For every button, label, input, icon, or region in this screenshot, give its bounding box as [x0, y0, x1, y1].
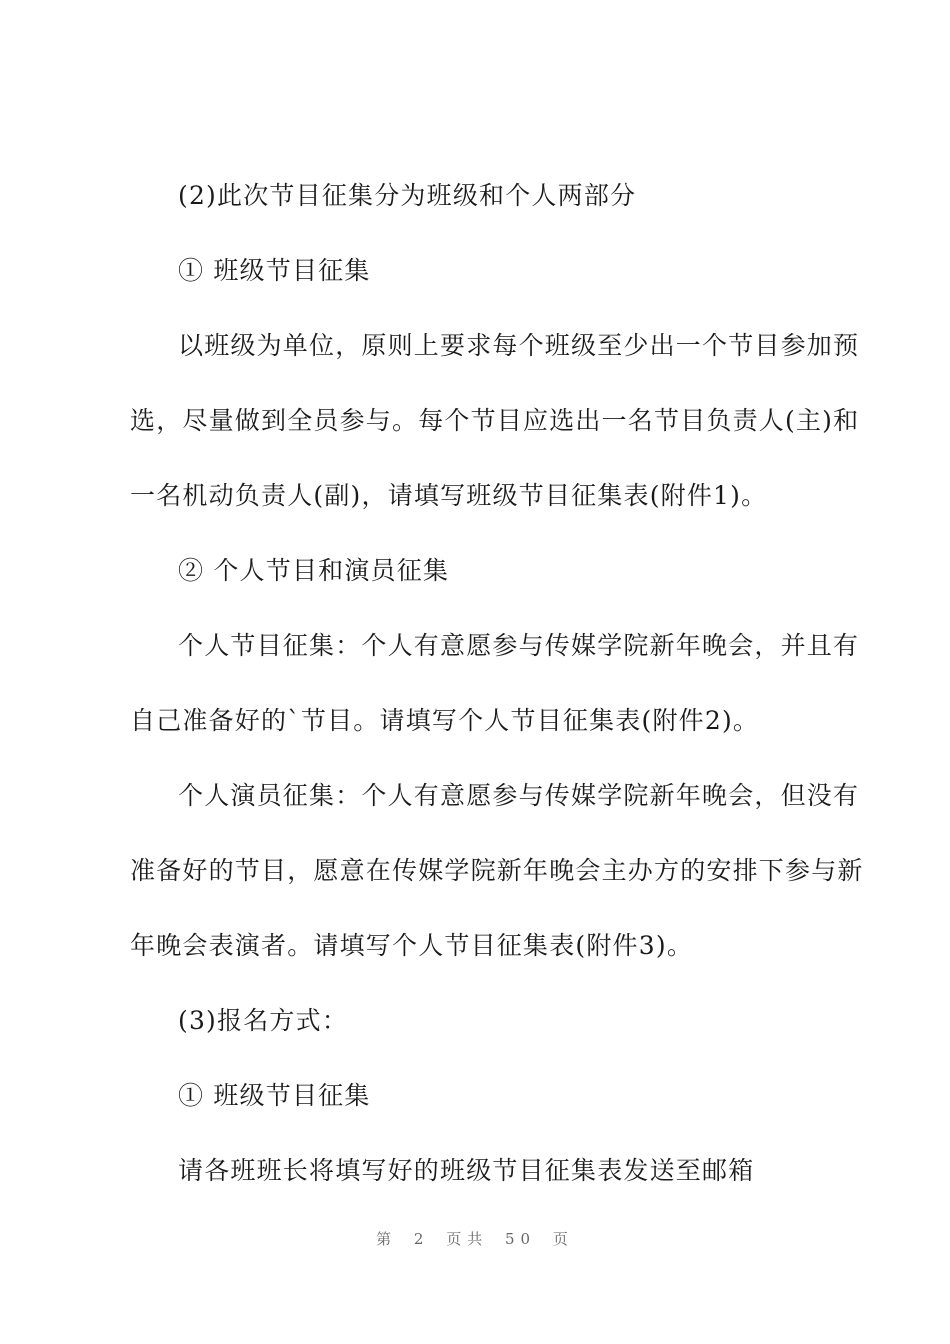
page-footer: 第 2 页共 50 页 [376, 1230, 574, 1248]
section-heading-2: (2)此次节目征集分为班级和个人两部分 [178, 181, 637, 210]
paragraph-line: 个人节目征集：个人有意愿参与传媒学院新年晚会，并且有 [178, 631, 860, 660]
paragraph-line: 准备好的节目，愿意在传媒学院新年晚会主办方的安排下参与新 [130, 856, 864, 885]
paragraph-line: 选，尽量做到全员参与。每个节目应选出一名节目负责人(主)和 [130, 406, 860, 435]
subheading-class-program: ① 班级节目征集 [178, 1081, 371, 1110]
paragraph-line: 个人演员征集：个人有意愿参与传媒学院新年晚会，但没有 [178, 781, 860, 810]
section-heading-3: (3)报名方式： [178, 1006, 349, 1035]
paragraph-line: 一名机动负责人(副)，请填写班级节目征集表(附件1)。 [130, 481, 768, 510]
subheading-class-program: ① 班级节目征集 [178, 256, 371, 285]
paragraph-line: 年晚会表演者。请填写个人节目征集表(附件3)。 [130, 931, 694, 960]
paragraph-line: 以班级为单位，原则上要求每个班级至少出一个节目参加预 [178, 331, 860, 360]
paragraph-line: 请各班班长将填写好的班级节目征集表发送至邮箱 [178, 1156, 755, 1185]
subheading-individual-program: ② 个人节目和演员征集 [178, 556, 450, 585]
paragraph-line: 自己准备好的`节目。请填写个人节目征集表(附件2)。 [130, 706, 760, 735]
